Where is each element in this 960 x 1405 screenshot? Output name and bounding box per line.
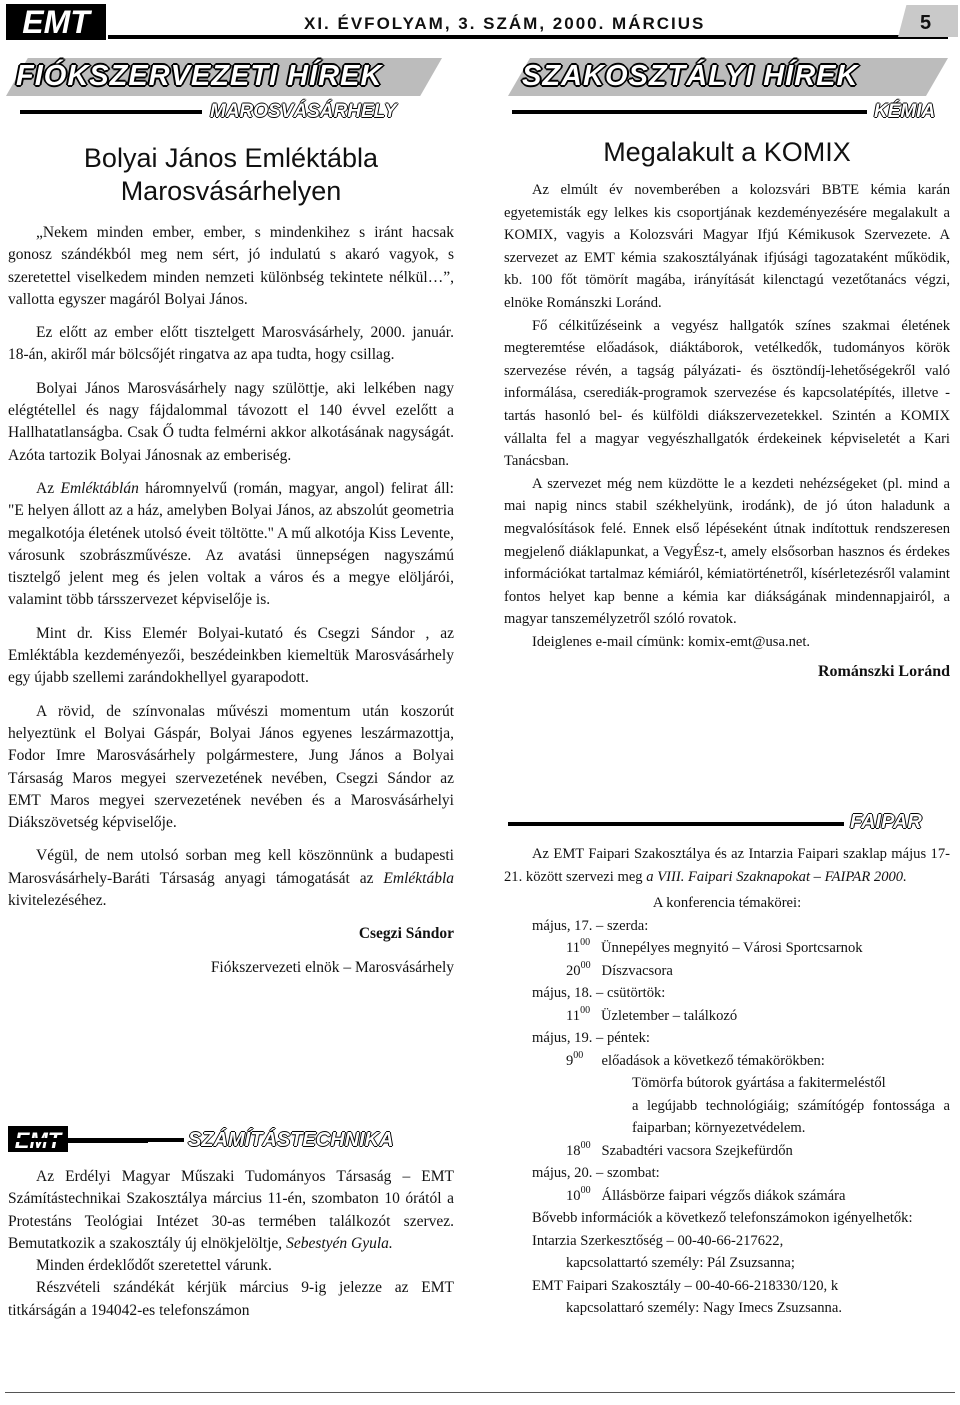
paragraph: A rövid, de színvonalas művészi momentum után koszorút helyeztünk el Bolyai Gáspár, Bolyai János egyenes leszármazottja, Fodor Imre Marosvásárhely polgármestere, Jung János a Bolyai Társaság Maros megyei szervezetének nevében, Csegzi Sándor az EMT Maros megyei szervezetének nevében és a Marosvásárhelyi Diákszövetség képviselője.	[8, 702, 454, 832]
right-column-lower	[504, 843, 950, 1320]
paragraph: Az Erdélyi Magyar Műszaki Tudományos Társaság – EMT Számítástechnikai Szakosztálya március 11-én, szombaton 10 órától a Protestáns Teológiai Intézet 30-as termében találkozót szervez. Bemutatkozik a szakosztály új elnökjelöltje, Sebestyén Gyula.	[8, 1168, 454, 1252]
section-title-faipar: FAIPAR	[850, 811, 922, 833]
paragraph: Végül, de nem utolsó sorban meg kell köszönnünk a budapesti Marosvásárhely-Baráti Társaság anyagi támogatását az Emléktábla kivitelezéséhez.	[8, 847, 454, 910]
contact: EMT Faipari Szakosztály – 00-40-66-218330/120, k	[532, 1277, 839, 1294]
section-rule	[8, 1138, 184, 1142]
right-subhead: KÉMIA	[874, 101, 936, 122]
left-column	[8, 142, 454, 990]
issue-line: XI. ÉVFOLYAM, 3. SZÁM, 2000. MÁRCIUS	[300, 14, 709, 34]
paragraph: A szervezet még nem küzdötte le a kezdeti nehézségeket (pl. mind a mai napig nincs stabil székhelyünk, irodánk), de jó úton haladunk a megvalósítások felé. Ennek első lépéseként útnak indítottuk rendszeresen megjelenő diáklapunkat, a VegyÉsz-t, amely elsősorban hasznos és érdekes információkat tartalmaz kémiáról, kémiatörténetről, kísérletezésről valamint fontos helyet kap benne a kémia kar diákságának mindennapjairól, a magyar tanszemélyzetről szóló rovatok.	[504, 475, 950, 628]
schedule-day: május, 20. – szombat:	[532, 1165, 660, 1182]
paragraph: Részvételi szándékát kérjük március 9-ig jelezze az EMT titkárságán a 194042-es telefonszámon	[8, 1279, 454, 1319]
right-subhead-rule	[512, 110, 867, 114]
left-column-lower	[8, 1166, 454, 1322]
masthead-rule	[108, 35, 948, 39]
logo-text: EMT	[22, 4, 90, 40]
paragraph: Ez előtt az ember előtt tisztelgett Marosvásárhely, 2000. január. 18-án, akiről már bölcsőjét ringatva az apa tudta, hogy csillag.	[8, 324, 454, 364]
right-banner-title: SZAKOSZTÁLYI HÍREK	[522, 60, 859, 92]
contact: kapcsolattartó személy: Pál Zsuzsanna;	[566, 1255, 795, 1272]
headline-line-1: Bolyai János Emléktábla	[83, 143, 379, 173]
left-subhead: MAROSVÁSÁRHELY	[210, 101, 397, 122]
paragraph: Bővebb információk a következő telefonszámokon igényelhetők:	[532, 1210, 913, 1227]
signature-role: Fiókszervezeti elnök – Marosvásárhely	[210, 958, 454, 976]
schedule-day: május, 18. – csütörtök:	[532, 985, 666, 1002]
paragraph: Ideiglenes e-mail címünk: komix-emt@usa.net.	[532, 633, 811, 650]
left-section-banner	[6, 58, 442, 96]
left-subhead-rule	[20, 110, 202, 114]
schedule-item: $18^{00}$ Szabadtéri vacsora Szejkefürdőn	[566, 1139, 793, 1159]
schedule-subitem: a legújabb technológiáig; számítógép fontossága a faiparban; környezetvédelem.	[632, 1097, 950, 1137]
signature-name: Csegzi Sándor	[358, 925, 454, 943]
schedule-item: $20^{00}$ Díszvacsora	[566, 959, 673, 979]
left-banner-title: FIÓKSZERVEZETI HÍREK	[16, 60, 383, 92]
paragraph-quote: „Nekem minden ember, ember, s mindenkihez s iránt hacsak gonosz szándékból meg nem sért, jó indulatú s akaró vagyok, s szeretettel viselkedem minden nemzeti különbség tekintete nélkül…”, vallotta egyszer magáról Bolyai János.	[8, 224, 454, 308]
paragraph: Minden érdeklődőt szeretettel várunk.	[36, 1257, 272, 1275]
schedule-subitem: Tömörfa bútorok gyártása a fakitermeléstől	[632, 1075, 886, 1092]
schedule-item: $9^{00}$ előadások a következő témakörökben:	[566, 1049, 825, 1069]
paragraph: Az EMT Faipari Szakosztálya és az Intarzia Faipari szaklap május 17-21. között szervezi meg a VIII. Faipari Szaknapokat – FAIPAR 2000.	[504, 846, 950, 885]
article-headline-komix: Megalakult a KOMIX	[603, 137, 851, 167]
paragraph: Mint dr. Kiss Elemér Bolyai-kutató és Csegzi Sándor , az Emléktábla kezdeményezői, beszédeinkben kiemeltük Marosvásárhely egy újabb szellemi zarándokhellyel gyarapodott.	[8, 624, 454, 687]
schedule-day: május, 19. – péntek:	[532, 1030, 650, 1047]
right-column	[504, 136, 950, 695]
right-section-banner	[508, 58, 948, 96]
masthead	[0, 0, 960, 44]
paragraph: Fő célkitűzéseink a vegyész hallgatók színes szakmai életének megteremtése előadások, diáktáborok, vetélkedők, tudományos körök szervezése révén, a tagság pályázati- és ösztöndíj-lehetőségekről való informálása, cserediák-programok szervezése és kapcsolatépítés, illetve -tartás hasonló bel- és külföldi diákszervezetekkel. Szintén a KOMIX vállalta fel a magyar vegyészhallgatók érdekeinek képviseletét a Kari Tanácsban.	[504, 317, 950, 470]
signature-name: Románszki Loránd	[817, 663, 950, 681]
footer-rule	[5, 1392, 955, 1393]
schedule-day: május, 17. – szerda:	[532, 917, 649, 934]
schedule-item: $11^{00}$ Üzletember – találkozó	[566, 1004, 738, 1024]
schedule-item: $11^{00}$ Ünnepélyes megnyitó – Városi Sportcsarnok	[566, 937, 863, 957]
emt-logo	[6, 4, 106, 40]
paragraph: Az elmúlt év novemberében a kolozsvári BBTE kémia karán egyetemisták egy lelkes kis csoportjának kezdeményezésére megalakult a KOMIX, vagyis a Kolozsvári Magyar Ifjú Kémikusok Szervezete. A szervezet az EMT kémia szakosztályának ifjúsági tagozataként működik, kb. 100 főt tömörít magába, irányítását kilenctagú vezetőtanács végzi, elnöke Románszki Loránd.	[504, 182, 950, 311]
schedule-item: $10^{00}$ Állásbörze faipari végzős diákok számára	[566, 1184, 846, 1204]
contact: Intarzia Szerkesztőség – 00-40-66-217622,	[532, 1232, 784, 1249]
headline-line-2: Marosvásárhelyen	[120, 176, 342, 206]
page-number: 5	[920, 12, 932, 34]
article-headline	[8, 142, 454, 208]
paragraph: Az Emléktáblán háromnyelvű (román, magyar, angol) felirat áll: "E helyen állott az a ház, amelyben Bolyai János, az abszolút geometria megalkotója életének utolsó éveit töltötte." A mű alkotója Kiss Levente, városunk szobrászművésze. Az avatási ünnepségen nagyszámú tisztelgő jelent meg és jelen voltak a város és a megye elöljárói, valamint több társszervezet képviselője is.	[8, 479, 454, 609]
topics-label: A konferencia témakörei:	[652, 895, 802, 912]
section-title-szamitastechnika: SZÁMÍTÁSTECHNIKA	[188, 1129, 394, 1151]
contact: kapcsolattaró személy: Nagy Imecs Zsuzsanna.	[566, 1300, 842, 1317]
paragraph: Bolyai János Marosvásárhely nagy szülöttje, aki lelkében nagy elégtétellel és nagy fájdalommal távozott el 140 évvel ezelőtt a Hallhatatlanságba. Csak Ő tudta felmérni akkor alkotásának nagyságát. Azóta tartozik Bolyai Jánosnak az emberiség.	[8, 379, 454, 464]
section-rule	[508, 822, 844, 826]
